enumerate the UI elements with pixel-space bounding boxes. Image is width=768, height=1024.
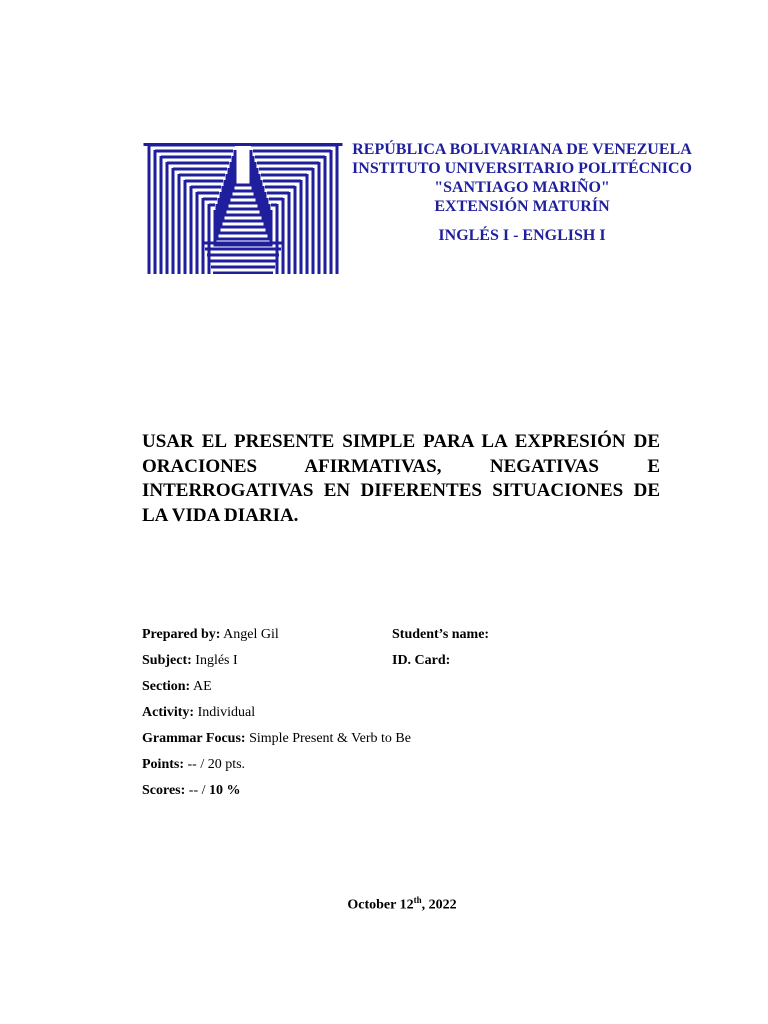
points-row: [142, 756, 662, 782]
prepared-row: [142, 626, 662, 652]
subject-label: Subject:: [142, 653, 192, 668]
date-year: , 2022: [421, 897, 457, 913]
section-label: Section:: [142, 679, 191, 694]
campus-name: EXTENSIÓN MATURÍN: [434, 198, 610, 215]
document-title: USAR EL PRESENTE SIMPLE PARA LA EXPRESIÓN DE ORACIONES AFIRMATIVAS, NEGATIVAS E INTERROGATIVAS EN DIFERENTES SITUACIONES DE LA VIDA DIARIA.: [142, 431, 660, 526]
scores-label: Scores:: [142, 783, 186, 798]
info-block: [142, 626, 662, 808]
institution-header: [346, 140, 698, 245]
santiago-marino-logo: [142, 143, 344, 274]
activity-label: Activity:: [142, 705, 195, 720]
points-value: -- / 20 pts.: [187, 757, 246, 772]
prepared-value: Angel Gil: [223, 627, 279, 642]
country-name: REPÚBLICA BOLIVARIANA DE VENEZUELA: [352, 141, 692, 158]
institute-subname: "SANTIAGO MARIÑO": [434, 179, 610, 196]
document-date: [0, 895, 768, 914]
scores-percent: 10 %: [209, 783, 241, 798]
id-card-label: ID. Card:: [392, 653, 451, 668]
course-name: INGLÉS I - ENGLISH I: [438, 227, 606, 244]
subject-row: [142, 652, 662, 678]
section-row: [142, 678, 662, 704]
points-label: Points:: [142, 757, 184, 772]
grammar-row: [142, 730, 662, 756]
activity-row: [142, 704, 662, 730]
activity-value: Individual: [197, 705, 256, 720]
grammar-value: Simple Present & Verb to Be: [249, 731, 411, 746]
scores-value: -- /: [188, 783, 206, 798]
date-month-day: October 12: [347, 897, 414, 913]
subject-value: Inglés I: [195, 653, 238, 668]
institute-name: INSTITUTO UNIVERSITARIO POLITÉCNICO: [352, 160, 692, 177]
section-value: AE: [192, 679, 212, 694]
date-suffix: th: [413, 895, 422, 905]
logo-stripe: [235, 150, 251, 185]
prepared-label: Prepared by:: [142, 627, 221, 642]
grammar-label: Grammar Focus:: [142, 731, 246, 746]
student-name-label: Student’s name:: [392, 627, 490, 642]
scores-row: [142, 782, 662, 808]
